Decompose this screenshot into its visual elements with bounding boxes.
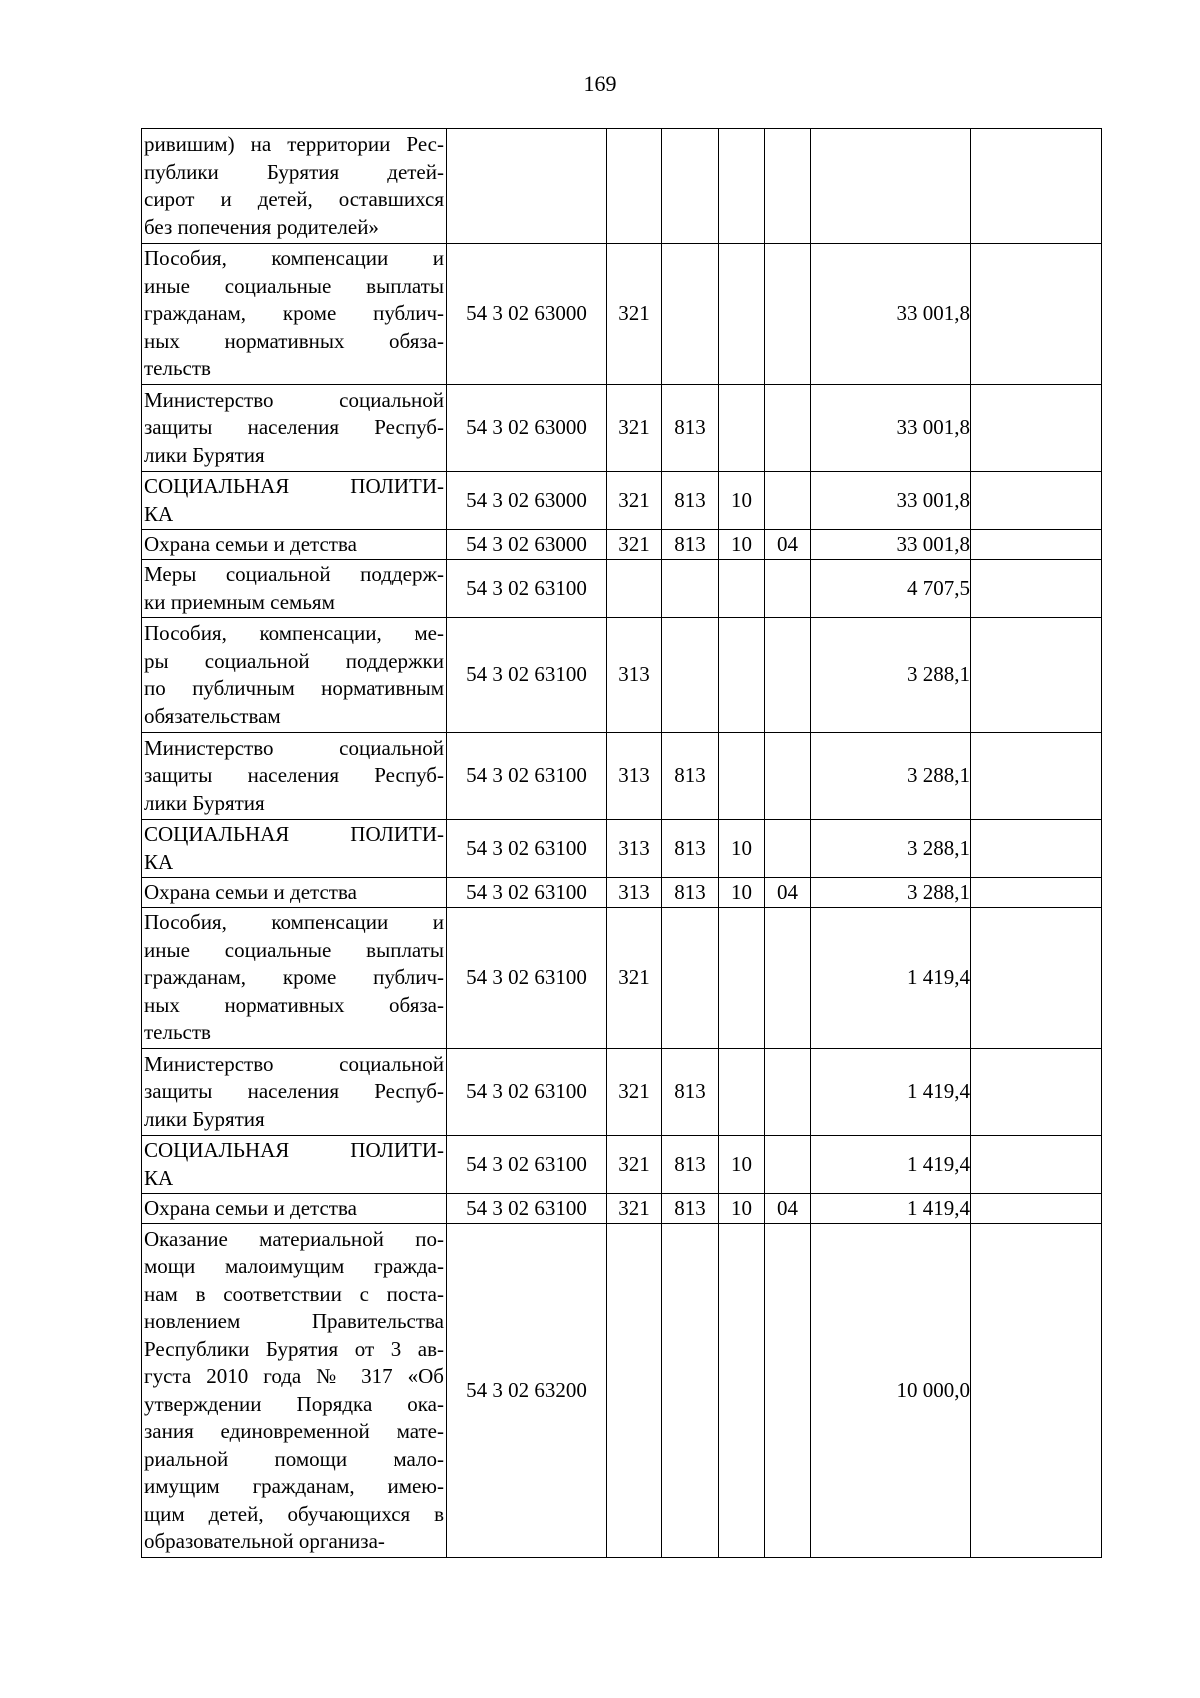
- grbs-cell: [662, 618, 719, 733]
- vr-cell: 321: [607, 1136, 662, 1194]
- grbs-cell: 813: [662, 530, 719, 560]
- name-cell: Оказание материальной по- мощи малоимущим гражда- нам в соответствии с поста- новлением Правительства Республики Бурятия от 3 ав- густа 2010 года № 317 «Об утверждении Порядка ока- зания единовременной мате- риальной помощи мало- имущим гражданам, имею- щим детей, обучающихся в образовательной организа-: [142, 1224, 447, 1558]
- name-cell: Охрана семьи и детства: [142, 530, 447, 560]
- amount-cell: 33 001,8: [811, 385, 971, 472]
- code-cell: 54 3 02 63000: [447, 472, 607, 530]
- extra-cell: [971, 733, 1102, 820]
- pr-cell: 04: [765, 878, 811, 908]
- table-row: [142, 618, 1102, 733]
- rz-cell: 10: [719, 472, 765, 530]
- code-cell: 54 3 02 63100: [447, 820, 607, 878]
- vr-cell: 321: [607, 530, 662, 560]
- table-row: [142, 472, 1102, 530]
- extra-cell: [971, 1136, 1102, 1194]
- code-cell: 54 3 02 63200: [447, 1224, 607, 1558]
- amount-cell: 3 288,1: [811, 820, 971, 878]
- pr-cell: [765, 618, 811, 733]
- table-row: [142, 244, 1102, 385]
- table-row: [142, 878, 1102, 908]
- amount-cell: 33 001,8: [811, 244, 971, 385]
- rz-cell: [719, 560, 765, 618]
- grbs-cell: 813: [662, 1194, 719, 1224]
- pr-cell: [765, 820, 811, 878]
- name-cell: СОЦИАЛЬНАЯ ПОЛИТИ- КА: [142, 820, 447, 878]
- name-cell: Министерство социальной защиты населения Респуб- лики Бурятия: [142, 1049, 447, 1136]
- rz-cell: 10: [719, 878, 765, 908]
- vr-cell: 313: [607, 618, 662, 733]
- vr-cell: 321: [607, 472, 662, 530]
- table-row: [142, 1194, 1102, 1224]
- vr-cell: 321: [607, 1194, 662, 1224]
- vr-cell: 321: [607, 385, 662, 472]
- extra-cell: [971, 1194, 1102, 1224]
- amount-cell: 1 419,4: [811, 1136, 971, 1194]
- extra-cell: [971, 618, 1102, 733]
- rz-cell: [719, 1224, 765, 1558]
- extra-cell: [971, 1049, 1102, 1136]
- page-number: 169: [583, 71, 617, 96]
- grbs-cell: 813: [662, 1136, 719, 1194]
- grbs-cell: 813: [662, 878, 719, 908]
- pr-cell: [765, 733, 811, 820]
- amount-cell: 1 419,4: [811, 1194, 971, 1224]
- rz-cell: [719, 1049, 765, 1136]
- name-cell: Министерство социальной защиты населения Респуб- лики Бурятия: [142, 733, 447, 820]
- vr-cell: [607, 560, 662, 618]
- grbs-cell: 813: [662, 385, 719, 472]
- table-row: [142, 820, 1102, 878]
- code-cell: 54 3 02 63100: [447, 1049, 607, 1136]
- pr-cell: [765, 1224, 811, 1558]
- vr-cell: [607, 129, 662, 244]
- table-row: [142, 733, 1102, 820]
- pr-cell: [765, 1049, 811, 1136]
- table-row: [142, 530, 1102, 560]
- code-cell: 54 3 02 63100: [447, 733, 607, 820]
- extra-cell: [971, 530, 1102, 560]
- vr-cell: [607, 1224, 662, 1558]
- code-cell: 54 3 02 63000: [447, 530, 607, 560]
- amount-cell: [811, 129, 971, 244]
- grbs-cell: [662, 908, 719, 1049]
- rz-cell: 10: [719, 1136, 765, 1194]
- grbs-cell: 813: [662, 472, 719, 530]
- grbs-cell: [662, 244, 719, 385]
- name-cell: СОЦИАЛЬНАЯ ПОЛИТИ- КА: [142, 472, 447, 530]
- code-cell: 54 3 02 63100: [447, 878, 607, 908]
- rz-cell: [719, 244, 765, 385]
- table-row: [142, 385, 1102, 472]
- code-cell: [447, 129, 607, 244]
- table-row: [142, 908, 1102, 1049]
- grbs-cell: [662, 1224, 719, 1558]
- name-cell: Меры социальной поддерж- ки приемным семьям: [142, 560, 447, 618]
- rz-cell: [719, 385, 765, 472]
- vr-cell: 313: [607, 820, 662, 878]
- extra-cell: [971, 472, 1102, 530]
- vr-cell: 321: [607, 244, 662, 385]
- name-cell: Пособия, компенсации, ме- ры социальной поддержки по публичным нормативным обязательствам: [142, 618, 447, 733]
- rz-cell: [719, 618, 765, 733]
- name-cell: СОЦИАЛЬНАЯ ПОЛИТИ- КА: [142, 1136, 447, 1194]
- amount-cell: 1 419,4: [811, 908, 971, 1049]
- pr-cell: [765, 385, 811, 472]
- extra-cell: [971, 820, 1102, 878]
- amount-cell: 3 288,1: [811, 733, 971, 820]
- extra-cell: [971, 385, 1102, 472]
- extra-cell: [971, 908, 1102, 1049]
- name-cell: Пособия, компенсации и иные социальные выплаты гражданам, кроме публич- ных нормативных обяза- тельств: [142, 908, 447, 1049]
- vr-cell: 321: [607, 908, 662, 1049]
- name-cell: Пособия, компенсации и иные социальные выплаты гражданам, кроме публич- ных нормативных обяза- тельств: [142, 244, 447, 385]
- grbs-cell: 813: [662, 733, 719, 820]
- rz-cell: 10: [719, 820, 765, 878]
- pr-cell: [765, 1136, 811, 1194]
- amount-cell: 1 419,4: [811, 1049, 971, 1136]
- table-row: [142, 560, 1102, 618]
- name-cell: Охрана семьи и детства: [142, 878, 447, 908]
- table-row: [142, 1224, 1102, 1558]
- pr-cell: [765, 129, 811, 244]
- pr-cell: 04: [765, 1194, 811, 1224]
- amount-cell: 3 288,1: [811, 878, 971, 908]
- table-row: [142, 1136, 1102, 1194]
- vr-cell: 313: [607, 733, 662, 820]
- amount-cell: 10 000,0: [811, 1224, 971, 1558]
- rz-cell: 10: [719, 1194, 765, 1224]
- budget-table: [141, 128, 1102, 1558]
- code-cell: 54 3 02 63100: [447, 1194, 607, 1224]
- name-cell: ривишим) на территории Рес- публики Бурятия детей- сирот и детей, оставшихся без попечения родителей»: [142, 129, 447, 244]
- name-cell: Министерство социальной защиты населения Респуб- лики Бурятия: [142, 385, 447, 472]
- pr-cell: [765, 472, 811, 530]
- table-row: [142, 129, 1102, 244]
- amount-cell: 33 001,8: [811, 530, 971, 560]
- pr-cell: 04: [765, 530, 811, 560]
- rz-cell: [719, 733, 765, 820]
- grbs-cell: 813: [662, 820, 719, 878]
- grbs-cell: [662, 560, 719, 618]
- extra-cell: [971, 244, 1102, 385]
- code-cell: 54 3 02 63100: [447, 618, 607, 733]
- extra-cell: [971, 560, 1102, 618]
- pr-cell: [765, 560, 811, 618]
- code-cell: 54 3 02 63100: [447, 1136, 607, 1194]
- grbs-cell: 813: [662, 1049, 719, 1136]
- code-cell: 54 3 02 63000: [447, 385, 607, 472]
- amount-cell: 3 288,1: [811, 618, 971, 733]
- extra-cell: [971, 1224, 1102, 1558]
- table-row: [142, 1049, 1102, 1136]
- code-cell: 54 3 02 63000: [447, 244, 607, 385]
- vr-cell: 321: [607, 1049, 662, 1136]
- code-cell: 54 3 02 63100: [447, 908, 607, 1049]
- name-cell: Охрана семьи и детства: [142, 1194, 447, 1224]
- grbs-cell: [662, 129, 719, 244]
- rz-cell: 10: [719, 530, 765, 560]
- extra-cell: [971, 878, 1102, 908]
- pr-cell: [765, 244, 811, 385]
- rz-cell: [719, 908, 765, 1049]
- amount-cell: 4 707,5: [811, 560, 971, 618]
- amount-cell: 33 001,8: [811, 472, 971, 530]
- code-cell: 54 3 02 63100: [447, 560, 607, 618]
- vr-cell: 313: [607, 878, 662, 908]
- extra-cell: [971, 129, 1102, 244]
- rz-cell: [719, 129, 765, 244]
- pr-cell: [765, 908, 811, 1049]
